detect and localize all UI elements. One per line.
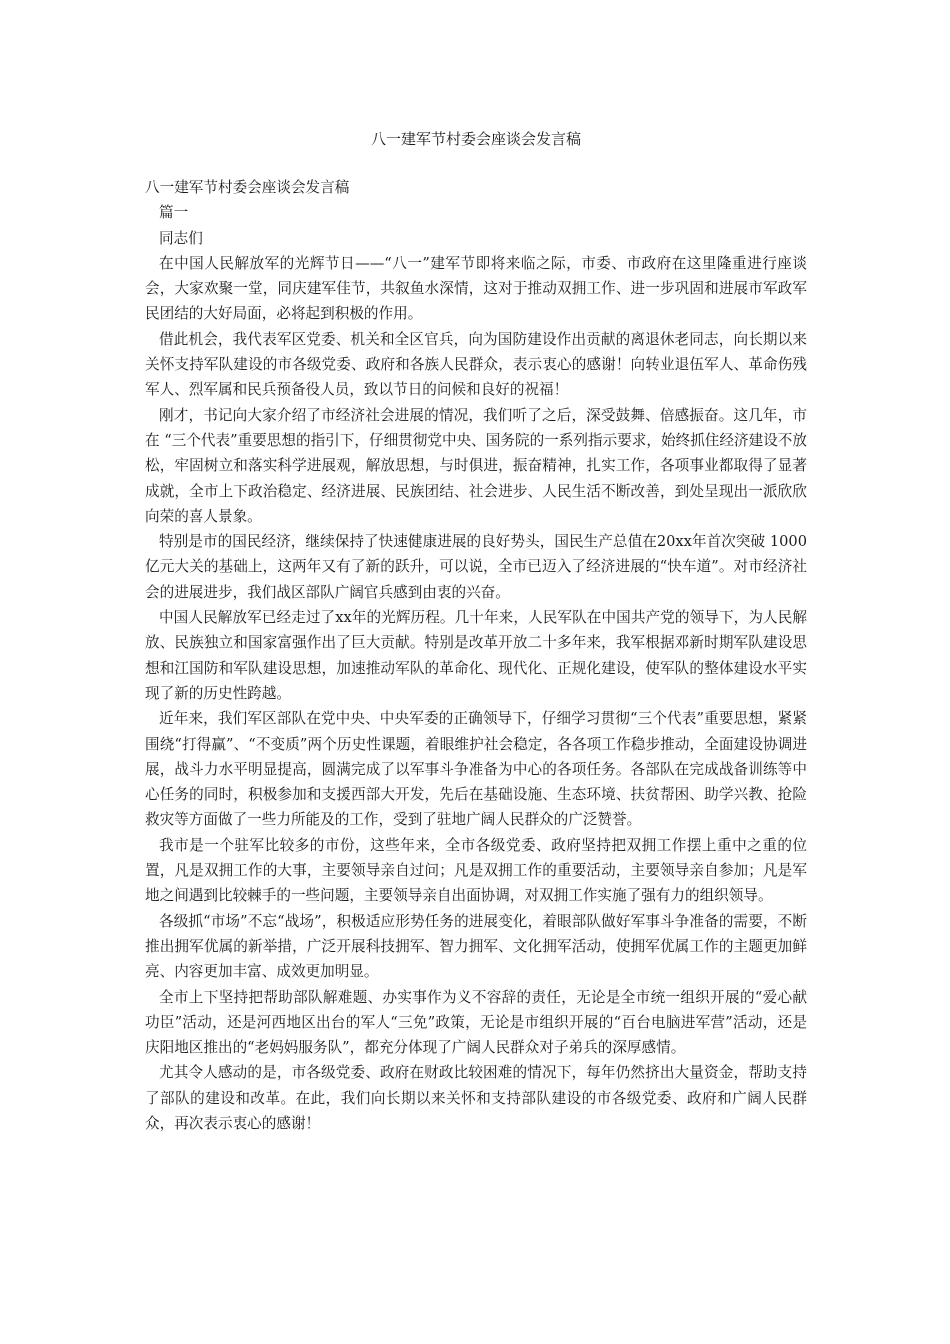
paragraph: 尤其令人感动的是，市各级党委、政府在财政比较困难的情况下，每年仍然挤出大量资金，帮助支持了部队的建设和改革。在此，我们向长期以来关怀和支持部队建设的市各级党委、政府和广阔人民群众，再次表示衷心的感谢！ <box>145 1064 807 1132</box>
salutation: 同志们 <box>159 229 203 247</box>
paragraph: 全市上下坚持把帮助部队解难题、办实事作为义不容辞的责任，无论是全市统一组织开展的“爱心献功臣”活动，还是河西地区出台的军人“三免”政策，无论是市组织开展的“百台电脑进军营”活动，还是庆阳地区推出的“老妈妈服务队”，都充分体现了广阔人民群众对子弟兵的深厚感情。 <box>145 988 807 1057</box>
paragraph: 我市是一个驻军比较多的市份，这些年来，全市各级党委、政府坚持把双拥工作摆上重中之重的位置，凡是双拥工作的大事，主要领导亲自过问；凡是双拥工作的重要活动，主要领导亲自参加；凡是军地之间遇到比较棘手的一些问题，主要领导亲自出面协调，对双拥工作实施了强有力的组织领导。 <box>145 836 807 905</box>
paragraph: 中国人民解放军已经走过了xx年的光辉历程。几十年来，人民军队在中国共产党的领导下，为人民解放、民族独立和国家富强作出了巨大贡献。特别是改革开放二十多年来，我军根据邓新时期军队建设思想和江国防和军队建设思想，加速推动军队的革命化、现代化、正规化建设，使军队的整体建设水平实现了新的历史性跨越。 <box>145 609 807 702</box>
section-heading: 篇一 <box>159 204 189 222</box>
document-body <box>145 175 807 1136</box>
paragraph: 近年来，我们军区部队在党中央、中央军委的正确领导下，仔细学习贯彻“三个代表”重要思想，紧紧围绕“打得赢”、“不变质”两个历史性课题，着眼维护社会稳定，各各项工作稳步推动，全面建设协调进展，战斗力水平明显提高，圆满完成了以军事斗争准备为中心的各项任务。各部队在完成战备训练等中心任务的同时，积极参加和支援西部大开发，先后在基础设施、生态环境、扶贫帮困、助学兴教、抢险救灾等方面做了一些力所能及的工作，受到了驻地广阔人民群众的广泛赞誉。 <box>145 710 807 829</box>
document-subtitle: 八一建军节村委会座谈会发言稿 <box>145 179 350 196</box>
document-title: 八一建军节村委会座谈会发言稿 <box>370 130 581 148</box>
paragraph: 特别是市的国民经济，继续保持了快速健康进展的良好势头，国民生产总值在20xx年首次突破 1000亿元大关的基础上，这两年又有了新的跃升，可以说，全市已迈入了经济进展的“快车道”。对市经济社会的进展进步，我们战区部队广阔官兵感到由衷的兴奋。 <box>145 533 807 601</box>
paragraph: 在中国人民解放军的光辉节日——“八一”建军节即将来临之际，市委、市政府在这里隆重进行座谈会，大家欢聚一堂，同庆建军佳节，共叙鱼水深情，这对于推动双拥工作、进一步巩固和进展市军政军民团结的大好局面，必将起到积极的作用。 <box>145 254 807 323</box>
paragraph: 借此机会，我代表军区党委、机关和全区官兵，向为国防建设作出贡献的离退休老同志，向长期以来关怀支持军队建设的市各级党委、政府和各族人民群众，表示衷心的感谢！向转业退伍军人、革命伤残军人、烈军属和民兵预备役人员，致以节日的问候和良好的祝福！ <box>145 330 807 399</box>
paragraph: 刚才，书记向大家介绍了市经济社会进展的情况，我们听了之后，深受鼓舞、倍感振奋。这几年，市在 “三个代表”重要思想的指引下，仔细贯彻党中央、国务院的一系列指示要求，始终抓住经济建设不放松，牢固树立和落实科学进展观，解放思想，与时俱进，振奋精神，扎实工作，各项事业都取得了显著成就，全市上下政治稳定、经济进展、民族团结、社会进步、人民生活不断改善，到处呈现出一派欣欣向荣的喜人景象。 <box>145 406 807 525</box>
paragraph: 各级抓“市场”不忘“战场”，积极适应形势任务的进展变化，着眼部队做好军事斗争准备的需要，不断推出拥军优属的新举措，广泛开展科技拥军、智力拥军、文化拥军活动，使拥军优属工作的主题更加鲜亮、内容更加丰富、成效更加明显。 <box>145 912 807 981</box>
